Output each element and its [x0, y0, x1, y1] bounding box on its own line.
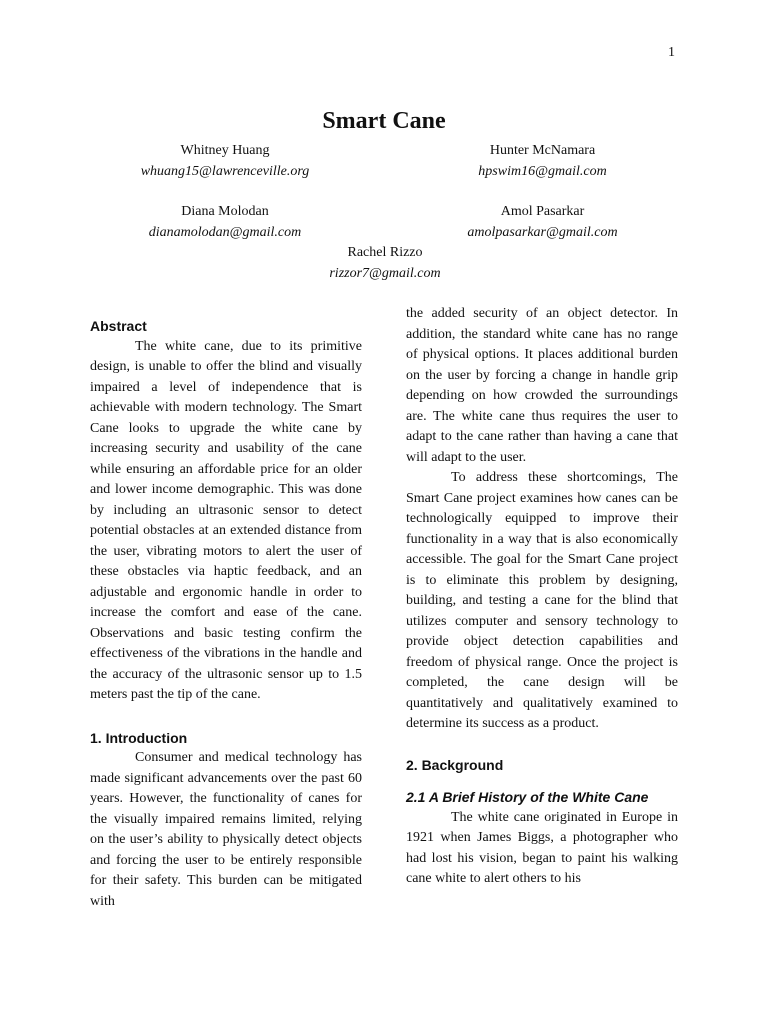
introduction-paragraph-1-end: the added security of an object detector. In addition, the standard white cane has no range of physical options. It places additional burden on the user by forcing a change in handle grip depending on how crowded the surroundings are. The white cane thus requires the user to adapt to the cane rather than having a cane that will adapt to the user.	[406, 306, 678, 465]
author-email: rizzor7@gmail.com	[329, 266, 441, 281]
author-block-4	[430, 201, 655, 243]
introduction-paragraph-2: To address these shortcomings, The Smart Cane project examines how canes can be technologically equipped to improve their functionality in a way that is also economically accessible. The goal for the Smart Cane project is to eliminate this problem by designing, building, and testing a cane for the blind that utilizes computer and sensory technology to provide object detection capabilities and freedom of physical range. Once the project is completed, the cane design will be quantitatively and qualitatively examined to determine its success as a product.	[406, 470, 678, 731]
author-email: dianamolodan@gmail.com	[148, 225, 302, 240]
background-paragraph-1: The white cane originated in Europe in 1921 when James Biggs, a photographer who had lost his vision, began to paint his walking cane white to alert others to his	[406, 809, 678, 886]
page-number: 1	[668, 45, 675, 60]
introduction-heading: 1. Introduction	[90, 729, 188, 746]
author-name: Rachel Rizzo	[347, 245, 423, 260]
author-name: Amol Pasarkar	[500, 204, 585, 219]
author-block-5	[270, 242, 500, 284]
author-name: Whitney Huang	[180, 143, 270, 158]
right-column	[406, 304, 678, 890]
author-block-1	[110, 140, 340, 182]
author-email: hpswim16@gmail.com	[478, 164, 607, 179]
author-block-3	[110, 201, 340, 243]
left-column	[90, 316, 362, 912]
paper-title: Smart Cane	[322, 108, 446, 134]
author-name: Diana Molodan	[181, 204, 269, 219]
background-heading: 2. Background	[406, 756, 504, 773]
background-subheading: 2.1 A Brief History of the White Cane	[406, 789, 649, 805]
author-block-2	[430, 140, 655, 182]
author-name: Hunter McNamara	[489, 143, 596, 158]
abstract-text: The white cane, due to its primitive design, is unable to offer the blind and visually impaired a level of independence that is achievable with modern technology. The Smart Cane looks to upgrade the white cane by increasing security and usability of the cane while ensuring an affordable price for an older and lower income demographic. This was done by including an ultrasonic sensor to detect potential obstacles at an extended distance from the user, vibrating motors to alert the user of these obstacles via haptic feedback, and an adjustable and ergonomic handle in order to increase the comfort and ease of the cane. Observations and basic testing confirm the effectiveness of the vibrations in the handle and the accuracy of the ultrasonic sensor up to 1.5 meters past the tip of the cane.	[90, 338, 362, 702]
author-email: whuang15@lawrenceville.org	[140, 164, 310, 179]
abstract-heading: Abstract	[90, 318, 147, 334]
introduction-paragraph-1-start: Consumer and medical technology has made significant advancements over the past 60 years. However, the functionality of canes for the visually impaired remains limited, relying on the user’s ability to physically detect objects and forcing the user to be entirely responsible for their safety. This burden can be mitigated with	[90, 750, 362, 909]
author-email: amolpasarkar@gmail.com	[467, 225, 618, 240]
